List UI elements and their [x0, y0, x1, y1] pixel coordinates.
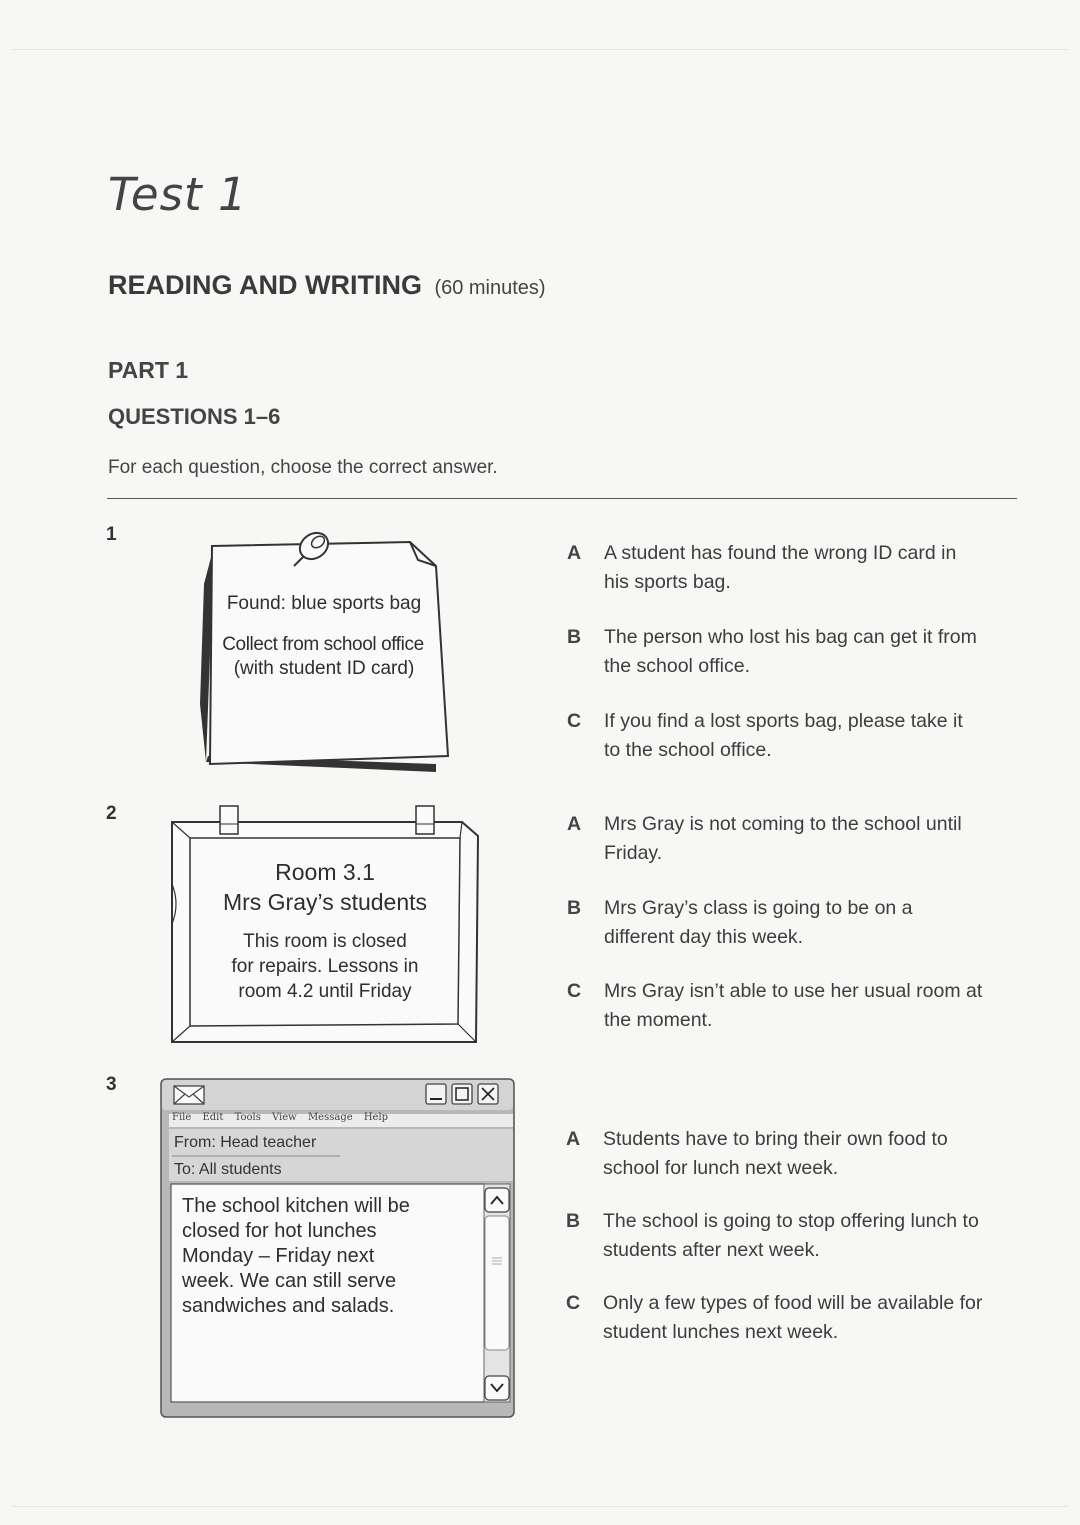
- email-body: [182, 1194, 410, 1319]
- tape-icon: [416, 806, 434, 834]
- option-letter: B: [566, 1210, 581, 1232]
- maximize-icon: [452, 1084, 472, 1104]
- notice-line: Found: blue sports bag: [226, 593, 422, 614]
- email-menu-bar: [172, 1112, 396, 1123]
- menu-tools: Tools: [234, 1112, 261, 1123]
- minimize-icon: [426, 1084, 446, 1104]
- email-from: From: Head teacher: [174, 1134, 317, 1151]
- section-title: READING AND WRITING: [108, 270, 422, 300]
- option-letter: B: [567, 626, 582, 648]
- option-text: Mrs Gray is not coming to the school until Friday.: [604, 813, 962, 864]
- option-letter: B: [567, 897, 582, 919]
- menu-view: View: [272, 1112, 297, 1123]
- notice-line: (with student ID card): [233, 658, 415, 679]
- section-duration: (60 minutes): [434, 277, 546, 299]
- option-letter: C: [567, 980, 582, 1002]
- option-text: A student has found the wrong ID card in his sports bag.: [604, 542, 957, 593]
- instruction-text: For each question, choose the correct answer.: [108, 457, 498, 478]
- menu-help: Help: [363, 1112, 389, 1123]
- question-number: 1: [106, 524, 117, 545]
- email-body-line: closed for hot lunches: [182, 1220, 377, 1242]
- option-letter: C: [566, 1292, 581, 1314]
- option-letter: A: [567, 542, 582, 564]
- option-text: Only a few types of food will be available for student lunches next week.: [603, 1292, 983, 1343]
- page-top-rule: [12, 49, 1068, 50]
- sign-heading: Mrs Gray’s students: [222, 889, 428, 915]
- email-window: [160, 1078, 516, 1420]
- option-text: The person who lost his bag can get it from the school office.: [604, 626, 977, 677]
- email-body-line: The school kitchen will be: [182, 1195, 410, 1217]
- menu-message: Message: [307, 1112, 353, 1123]
- sign-drawing: [168, 804, 482, 1048]
- option-letter: A: [566, 1128, 581, 1150]
- tape-icon: [220, 806, 238, 834]
- sign-line: room 4.2 until Friday: [238, 981, 412, 1002]
- question-number: 3: [106, 1074, 117, 1095]
- sign-line: This room is closed: [243, 931, 407, 952]
- option-letter: C: [567, 710, 582, 732]
- sign-line: for repairs. Lessons in: [231, 956, 419, 977]
- scroll-down-icon: [485, 1376, 509, 1400]
- notice-sign: [168, 804, 482, 1048]
- question-number: 2: [106, 803, 117, 824]
- email-body-line: Monday – Friday next: [182, 1245, 375, 1267]
- test-title: Test 1: [108, 168, 248, 221]
- option-text: Mrs Gray’s class is going to be on a different day this week.: [604, 897, 913, 948]
- email-body-line: sandwiches and salads.: [182, 1295, 395, 1317]
- email-to: To: All students: [174, 1161, 282, 1178]
- page-bottom-rule: [12, 1506, 1068, 1507]
- close-icon: [478, 1084, 498, 1104]
- questions-range: QUESTIONS 1–6: [108, 404, 281, 429]
- envelope-icon: [174, 1086, 204, 1104]
- option-text: If you find a lost sports bag, please take it to the school office.: [604, 710, 963, 761]
- option-letter: A: [567, 813, 582, 835]
- option-text: Students have to bring their own food to school for lunch next week.: [603, 1128, 948, 1179]
- part-label: PART 1: [108, 357, 189, 383]
- menu-file: File: [172, 1112, 192, 1123]
- notice-pinned-paper: [196, 524, 456, 776]
- scroll-up-icon: [485, 1188, 509, 1212]
- divider-rule: [107, 498, 1017, 499]
- menu-edit: Edit: [202, 1112, 224, 1123]
- section-heading: [108, 270, 546, 301]
- sign-heading: Room 3.1: [275, 859, 375, 885]
- option-text: The school is going to stop offering lunch to students after next week.: [603, 1210, 979, 1261]
- option-text: Mrs Gray isn’t able to use her usual room at the moment.: [604, 980, 983, 1031]
- scrollbar-thumb: [485, 1216, 509, 1350]
- notice-line: Collect from school office: [222, 634, 424, 655]
- email-body-line: week. We can still serve: [182, 1270, 397, 1292]
